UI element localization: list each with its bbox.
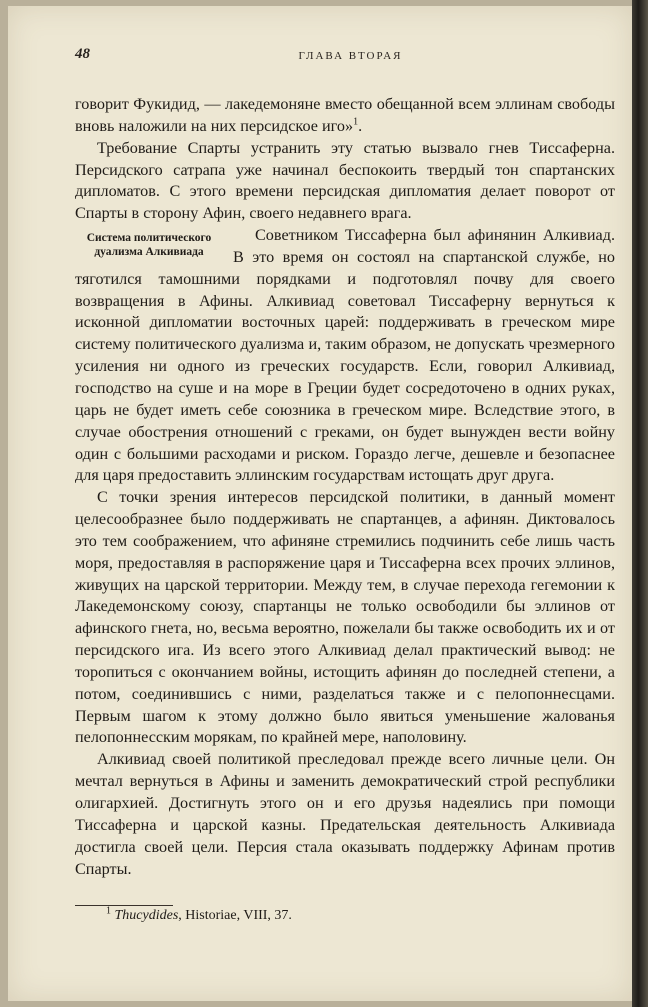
paragraph-1: [75, 94, 615, 138]
footnote-marker: 1: [106, 905, 111, 917]
footnote-author: Thucydides: [114, 908, 179, 923]
footnote-citation: , Historiae, VIII, 37.: [178, 908, 292, 923]
paragraph-2: Требование Спарты устранить эту статью вызвало гнев Тиссаферна. Персидского сатрапа уже начинал беспокоить твердый тон спартанских дипломатов. С этого времени персидская дипломатия делает поворот от Спарты в сторону Афин, своего недавнего врага.: [75, 138, 615, 223]
paragraph-1-text: говорит Фукидид, — лакедемоняне вместо обещанной всем эллинам свободы вновь наложили на них персидское иго»: [75, 95, 615, 135]
paragraph-1-end: .: [358, 116, 363, 135]
running-header: [75, 46, 626, 66]
footnote-reference: 1: [353, 116, 359, 128]
paragraph-5: Алкивиад своей политикой преследовал прежде всего личные цели. Он мечтал вернуться в Афины и заменить демократический строй республики олигархией. Достигнуть этого он и его друзья надеялись при помощи Тиссаферна и царской казны. Предательская деятельность Алкивиада достигла своей цели. Персия стала оказывать поддержку Афинам против Спарты.: [75, 750, 615, 878]
paragraph-4: С точки зрения интересов персидской политики, в данный момент целесообразнее было поддерживать не спартанцев, а афинян. Диктовалось это тем соображением, что афиняне стремились подчинить себе лишь часть моря, предоставляя в распоряжение царя и Тиссаферна всех прочих эллинов, живущих на царской территории. Между тем, в случае перехода гегемонии к Лакедемонскому союзу, спартанцы не только освободили бы эллинов от афинского гнета, но, весьма вероятно, пожелали бы также освободить их и от персидского ига. Из всего этого Алкивиад делал практический вывод: не торопиться с окончанием войны, истощить афинян до последней степени, а потом, соединившись с ними, разделаться также и с пелопоннесцами. Первым шагом к этому должно было явиться уменьшение жалованья пелопоннесским морякам, по крайней мере, наполовину.: [75, 488, 615, 747]
footnote: [106, 905, 292, 924]
main-text: [75, 94, 615, 880]
running-title: ГЛАВА ВТОРАЯ: [298, 50, 403, 62]
footnote-divider: [75, 905, 173, 906]
paragraph-3: Советником Тиссаферна был афинянин Алкивиад. В это время он состоял на спартанской службе, но тяготился тамошними порядками и подготовлял почву для своего возвращения в Афины. Алкивиад советовал Тиссаферну вернуться к исконной дипломатии восточных царей: поддерживать в греческом мире систему политического дуализма и, таким образом, не допускать чрезмерного усиления ни одного из греческих государств. Если, говорил Алкивиад, господство на суше и на море в Греции будет сосредоточено в одних руках, царь не будет иметь себе союзника в греческом мире. Вследствие этого, в случае обострения отношений с греками, он будет вынужден вести войну один с большими расходами и риском. Гораздо легче, дешевле и безопаснее для царя предоставить эллинским государствам истощать друг друга.: [75, 226, 615, 485]
page-number: 48: [75, 46, 90, 62]
book-spine-edge: [632, 0, 648, 1007]
marginal-note: Система политического дуализма Алкивиада: [86, 232, 212, 259]
